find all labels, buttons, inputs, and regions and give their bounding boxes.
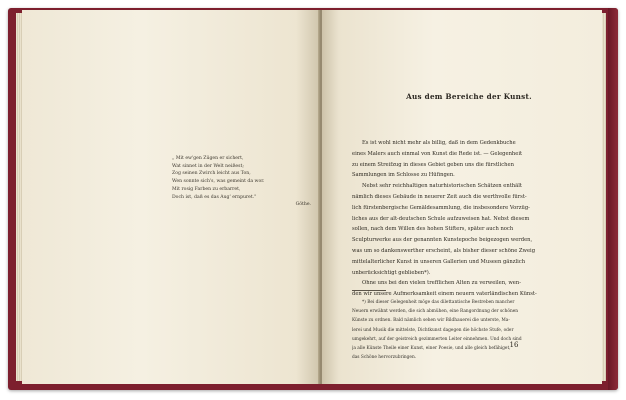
footnote-line: *) Bei dieser Gelegenheit möge das dilettantische Bestreben mancher <box>362 300 515 305</box>
text-line: den wir unsere Aufmerksamkeit einem neuern vaterländischen Künst- <box>352 291 537 298</box>
text-line: Ohne uns bei den vielen trefflichen Alten zu verweilen, wen- <box>362 280 521 287</box>
text-line: lich fürstenbergische Gemäldesammlung, die insbesondere Vorzüg- <box>352 204 530 211</box>
chapter-title: Aus dem Bereiche der Kunst. <box>406 92 532 101</box>
footnote-line: Künste zu ordnen. Bald nämlich sehen wir Bildhauerei die unterste, Ma- <box>352 318 510 324</box>
page-number: 16 <box>509 341 519 349</box>
text-line: Sculpturwerke aus der genannten Kunstepoche beigezogen werden, <box>352 237 533 244</box>
text-line: Sammlungen im Schlosse zu Hüfingen. <box>352 172 455 179</box>
text-line: sollen, nach dem Willen des hohen Stifters, später auch noch <box>352 226 514 233</box>
poem-line: „ Mit ew'gen Zügen er sichert, <box>172 156 244 161</box>
poem-line: Zog seinen Zwirch leicht aus Ton, <box>172 171 251 177</box>
text-line: zu einem Streifzug in dieses Gebiet geben uns die fürstlichen <box>352 161 514 168</box>
text-line: eines Malers auch einmal von Kunst die Rede ist. — Gelegenheit <box>352 150 523 157</box>
text-line: was um so dankenswerther erscheint, als bisher dieser schöne Zweig <box>352 247 536 254</box>
footnote-line: lerei und Musik die mittelste, Dichtkunst dagegen die höchste Stufe, oder <box>352 327 514 333</box>
cover-edge <box>608 8 618 390</box>
poem-line: Doch ist, daß es das Aug' ernpuret." <box>172 194 257 200</box>
poem-signature: Göthe. <box>295 202 311 208</box>
footnote-rule <box>352 290 386 291</box>
text-line: nämlich dieses Gebäude in neuerer Zeit auch die werthvolle fürst- <box>352 193 527 200</box>
poem-quote <box>172 155 317 209</box>
poem-line: Mit rosig Farben zu erbarret, <box>172 186 241 192</box>
footnote-line: umgekehrt, auf der geistreich gezimmerten Leiter einnehmen. Und doch sind <box>352 336 522 342</box>
text-line: Nebst sehr reichhaltigen naturhistorischen Schätzen enthält <box>362 183 522 190</box>
right-page <box>322 10 602 384</box>
footnote-line: ja alle Künste Theile einer Kunst, einer Poesie, und alle gleich befähiget, <box>352 346 511 352</box>
text-line: Es ist wohl nicht mehr als billig, daß in dem Gedenkbuche <box>362 140 516 146</box>
footnote-line: das Schöne hervorzubringen. <box>352 355 417 361</box>
text-line: liches aus der alt-deutschen Schule aufzuweisen hat. Nebst diesem <box>352 215 530 222</box>
footnote-line: Neuern erwähnt werden, die sich abmühen, eine Rangordnung der schönen <box>352 309 519 315</box>
left-page <box>22 10 320 384</box>
text-line: mittelalterlicher Kunst in unseren Gallerien und Museen gänzlich <box>352 258 526 265</box>
poem-line: Wat sinnet in der Welt neißest; <box>172 163 244 169</box>
body-text <box>352 138 582 300</box>
footnote <box>352 298 584 362</box>
text-line: unberücksichtigt geblieben*). <box>352 269 431 276</box>
poem-line: Wen sonnte sich's, was gemeint da wor. <box>172 179 265 185</box>
